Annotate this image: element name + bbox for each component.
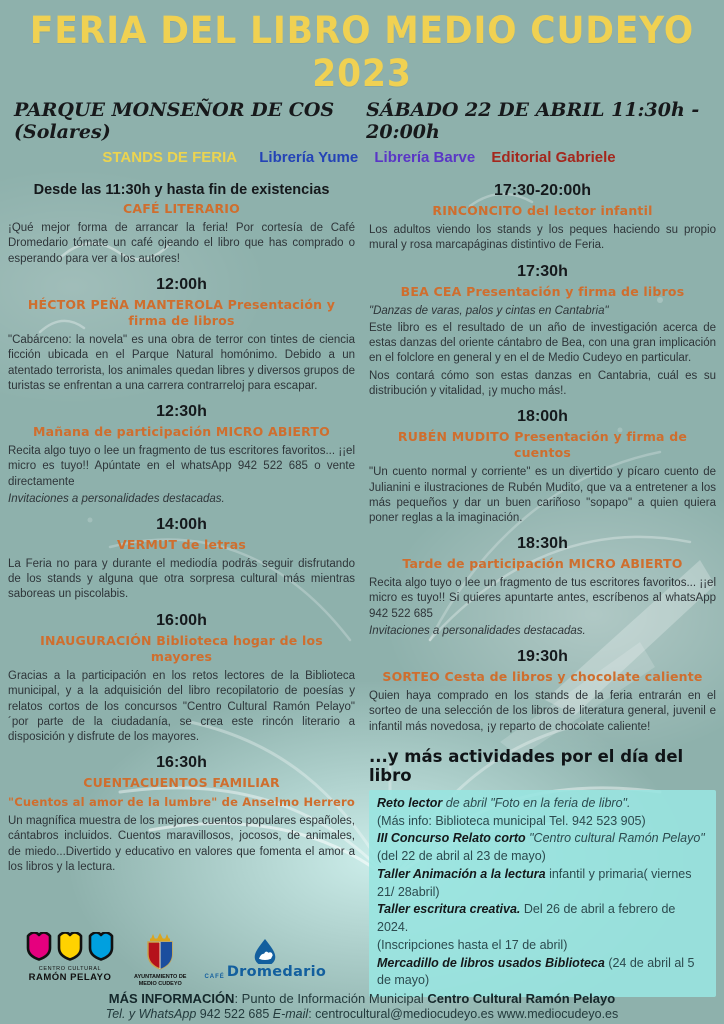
event-title: CUENTACUENTOS FAMILIAR bbox=[83, 775, 280, 791]
event-time: 12:30h bbox=[156, 402, 207, 420]
event-book-title: "Danzas de varas, palos y cintas en Cantabria" bbox=[369, 304, 609, 317]
event-title: Tarde de participación MICRO ABIERTO bbox=[402, 556, 683, 572]
event-description: Nos contará cómo son estas danzas en Cantabria, cuál es su distribución y vitalidad, ¡y mucho más!. bbox=[369, 369, 716, 397]
event-rinconcito-infantil bbox=[369, 182, 716, 254]
logo-text: CENTRO CULTURAL bbox=[38, 966, 102, 972]
event-title: HÉCTOR PEÑA MANTEROLA Presentación y firma de libros bbox=[27, 296, 336, 329]
event-subtitle: "Cuentos al amor de la lumbre" de Anselmo Herrero bbox=[8, 795, 355, 810]
event-note: Invitaciones a personalidades destacadas. bbox=[369, 624, 586, 637]
event-description: Quien haya comprado en los stands de la feria entrarán en el sorteo de una selección de los libros de literatura general, juvenil e infantil más novedosa, ¡y reparto de chocolate caliente! bbox=[369, 690, 716, 733]
event-cafe-literario bbox=[8, 182, 355, 267]
activity-item: Taller escritura creativa. Del 26 de abril a febrero de 2024. bbox=[377, 902, 676, 935]
event-micro-abierto-tarde bbox=[369, 535, 716, 639]
sponsor-logos bbox=[24, 932, 326, 988]
event-description: ¡Qué mejor forma de arrancar la feria! Por cortesía de Café Dromedario tómate un café ojeando el libro que has comprado o esperando para ver a los autores! bbox=[8, 222, 355, 265]
event-title: SORTEO Cesta de libros y chocolate caliente bbox=[382, 669, 703, 684]
stands-label: STANDS DE FERIA bbox=[102, 149, 238, 166]
more-activities-heading: ...y más actividades por el día del libro bbox=[369, 746, 684, 785]
event-title: RINCONCITO del lector infantil bbox=[432, 203, 653, 218]
footer-contact bbox=[0, 991, 724, 1021]
event-time: 16:00h bbox=[156, 611, 207, 629]
vendor-libreria-barve: Librería Barve bbox=[374, 149, 476, 166]
event-note: Invitaciones a personalidades destacadas. bbox=[8, 492, 225, 505]
activity-item: Reto lector de abril "Foto en la feria de libro". bbox=[377, 795, 631, 810]
logo-cafe-dromedario bbox=[204, 938, 326, 980]
activity-item: Taller Animación a la lectura infantil y primaria( viernes 21/ 28abril) bbox=[377, 866, 692, 899]
stands-row bbox=[0, 149, 724, 166]
logo-text: CAFÉ bbox=[204, 974, 225, 980]
event-description: "Cabárceno: la novela" es una obra de terror con tintes de ciencia ficción ubicada en el Parque Natural homónimo. Debido a un atentado terrorista, los animales quedan libres y diversos grupos de turistas se enfrentan a una carrera contrarreloj para escapar. bbox=[8, 334, 355, 392]
event-description: Los adultos viendo los stands y los peques haciendo su propio mural y rosa marcapáginas distintivo de Feria. bbox=[369, 224, 716, 252]
event-description: La Feria no para y durante el mediodía podrás seguir disfrutando de los stands y alguna que otra sorpresa cultural más mientras saboreas un piscolabis. bbox=[8, 558, 355, 601]
event-title: Mañana de participación MICRO ABIERTO bbox=[33, 423, 330, 439]
logo-text: RAMÓN PELAYO bbox=[28, 972, 112, 983]
camel-drop-icon bbox=[253, 938, 277, 964]
event-description: Gracias a la participación en los retos lectores de la Biblioteca municipal, y a la adquisición del libro recopilatorio de poesías y relatos cortos de los concursos "Centro Cultural Ramón Pelayo" ´por parte de la ciudadanía, se crea este rincón literario a disposición y disfrute de los mayores. bbox=[8, 670, 355, 743]
activity-item: III Concurso Relato corto "Centro cultural Ramón Pelayo" bbox=[377, 831, 705, 846]
logo-text: Dromedario bbox=[226, 964, 327, 980]
event-description: Este libro es el resultado de un año de investigación acerca de estas danzas del oriente cántabro de Bea, con una gran implicación en el folclore en general y en el de Medio Cudeyo en particular. bbox=[369, 322, 716, 365]
event-vermut bbox=[8, 516, 355, 603]
event-time: 14:00h bbox=[156, 515, 207, 533]
logo-ayuntamiento-medio-cudeyo bbox=[134, 932, 186, 988]
vendor-editorial-gabriele: Editorial Gabriele bbox=[491, 149, 616, 166]
footer-info-line: MÁS INFORMACIÓN: Punto de Información Municipal Centro Cultural Ramón Pelayo bbox=[108, 991, 616, 1006]
coat-of-arms-icon bbox=[143, 932, 177, 972]
event-time: 17:30h bbox=[517, 262, 568, 280]
event-cuentacuentos bbox=[8, 754, 355, 875]
event-description: "Un cuento normal y corriente" es un divertido y pícaro cuento de Julianini e ilustraciones de Rubén Mudito, que va a entretener a los más pequeños y dar un buen cariñoso "sopapo" a quien quiera poner reglas a la imaginación. bbox=[369, 466, 716, 524]
event-hector-pena bbox=[8, 276, 355, 394]
event-inauguracion-biblioteca bbox=[8, 612, 355, 745]
event-description: Recita algo tuyo o lee un fragmento de tus escritores favoritos... ¡¡el micro es tuyo!! Si quieres apuntarte antes, escríbenos al whatsApp 942 522 685 bbox=[369, 577, 716, 620]
event-time: 18:30h bbox=[517, 535, 568, 553]
event-title: VERMUT de letras bbox=[116, 536, 247, 552]
logo-centro-cultural-ramon-pelayo bbox=[24, 932, 116, 983]
right-column bbox=[369, 180, 716, 997]
event-micro-abierto-manana bbox=[8, 403, 355, 507]
event-ruben-mudito bbox=[369, 408, 716, 526]
footer-contact-line: Tel. y WhatsApp 942 522 685 E-mail: centrocultural@mediocudeyo.es www.mediocudeyo.es bbox=[105, 1007, 619, 1021]
activity-item: (del 22 de abril al 23 de mayo) bbox=[377, 849, 546, 864]
left-column bbox=[8, 180, 355, 997]
page-title: FERIA DEL LIBRO MEDIO CUDEYO 2023 bbox=[29, 9, 695, 95]
event-time: 16:30h bbox=[156, 754, 207, 772]
activity-item: (Más info: Biblioteca municipal Tel. 942 523 905) bbox=[377, 813, 646, 828]
event-time: Desde las 11:30h y hasta fin de existencias bbox=[33, 182, 330, 198]
vendor-libreria-yume: Librería Yume bbox=[259, 149, 359, 166]
event-title: INAUGURACIÓN Biblioteca hogar de los mayores bbox=[40, 632, 323, 664]
more-activities-list bbox=[369, 790, 716, 997]
event-title: RUBÉN MUDITO Presentación y firma de cuentos bbox=[397, 428, 688, 461]
event-time: 18:00h bbox=[517, 407, 568, 425]
activity-item: (Inscripciones hasta el 17 de abril) bbox=[377, 937, 568, 952]
ramon-pelayo-books-icon bbox=[24, 932, 116, 964]
event-info-row bbox=[14, 99, 710, 143]
event-sorteo bbox=[369, 648, 716, 735]
event-description: Recita algo tuyo o lee un fragmento de tus escritores favoritos... ¡¡el micro es tuyo!! Apúntate en el whatsApp 942 522 685 o vente directamente bbox=[8, 445, 355, 488]
event-time: 12:00h bbox=[156, 275, 207, 293]
event-title: BEA CEA Presentación y firma de libros bbox=[400, 283, 685, 299]
event-bea-cea bbox=[369, 263, 716, 399]
event-time: 17:30-20:00h bbox=[494, 182, 591, 199]
date-time-text: SÁBADO 22 DE ABRIL 11:30h - 20:00h bbox=[366, 99, 700, 143]
event-time: 19:30h bbox=[517, 648, 568, 665]
event-title: CAFÉ LITERARIO bbox=[123, 201, 240, 216]
logo-text: AYUNTAMIENTO DE MEDIO CUDEYO bbox=[134, 974, 187, 988]
venue-text: PARQUE MONSEÑOR DE COS (Solares) bbox=[14, 99, 335, 143]
schedule-columns bbox=[8, 180, 716, 997]
event-description: Un magnífica muestra de los mejores cuentos populares españoles, cántabros incluidos. Cuentos maravillosos, jocosos, de animales, de miedo...Divertido y educativo en valores que fomenta el amor a los libros y la lectura. bbox=[8, 815, 355, 873]
activity-item: Mercadillo de libros usados Biblioteca (24 de abril al 5 de mayo) bbox=[377, 955, 695, 988]
